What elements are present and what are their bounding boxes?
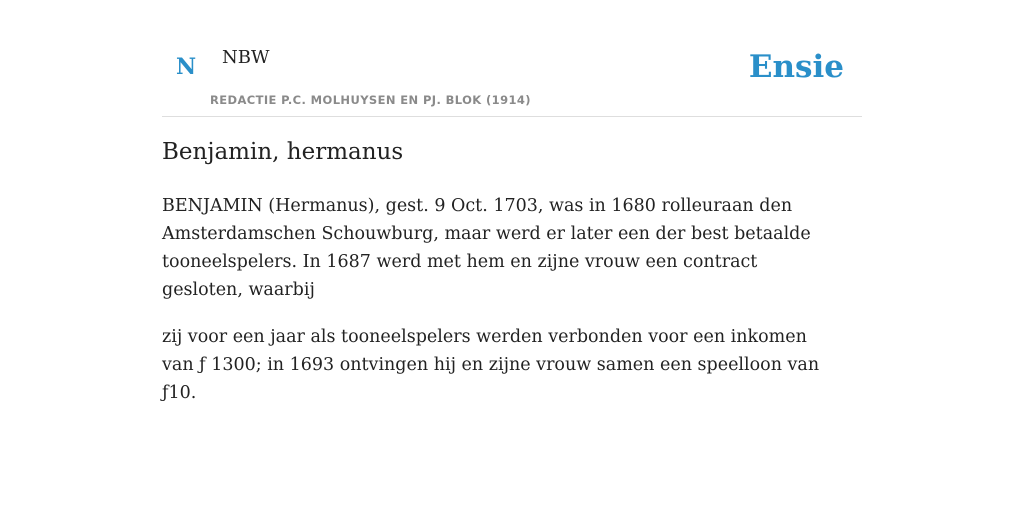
article-paragraph: zij voor een jaar als tooneelspelers werden verbonden voor een inkomen van ƒ 1300; in 1693 ontvingen hij en zijne vrouw samen een speelloon van ƒ10.	[162, 326, 820, 403]
brand-logo-link[interactable]: Ensie	[748, 49, 844, 85]
article	[162, 138, 832, 426]
editor-credit: REDACTIE P.C. MOLHUYSEN EN PJ. BLOK (1914)	[210, 93, 531, 107]
work-title: NBW	[222, 47, 270, 68]
article-paragraph: BENJAMIN (Hermanus), gest. 9 Oct. 1703, was in 1680 rolleuraan den Amsterdamschen Schouwburg, maar werd er later een der best betaalde tooneelspelers. In 1687 werd met hem en zijne vrouw een contract gesloten, waarbij	[162, 195, 811, 300]
entry-title: Benjamin, hermanus	[162, 139, 404, 165]
site-header	[162, 0, 862, 117]
work-logo-link[interactable]: N	[176, 54, 197, 80]
